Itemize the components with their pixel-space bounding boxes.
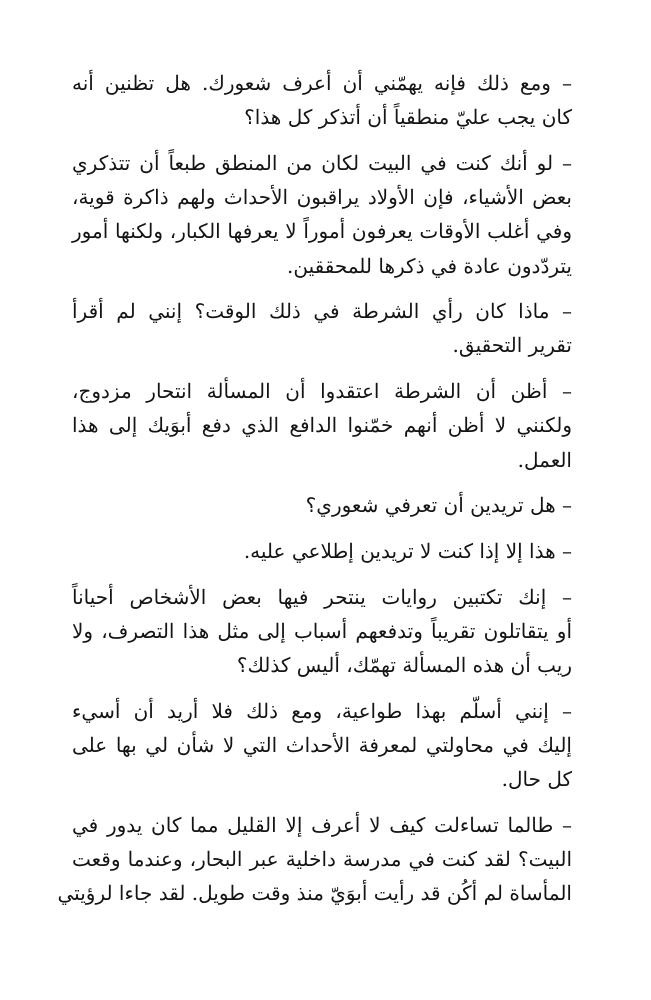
text-line: – ماذا كان رأي الشرطة في ذلك الوقت؟ إنني لم أقرأ xyxy=(72,299,572,324)
text-line: تقرير التحقيق. xyxy=(452,333,572,358)
dialogue-paragraph-8 xyxy=(72,694,586,797)
text-line: – طالما تساءلت كيف لا أعرف إلا القليل مما كان يدور في xyxy=(72,812,572,837)
dialogue-paragraph-2 xyxy=(72,146,586,283)
dialogue-paragraph-4 xyxy=(72,374,586,477)
dialogue-paragraph-1 xyxy=(72,66,586,134)
dialogue-paragraph-6 xyxy=(72,534,586,568)
dialogue-paragraph-7 xyxy=(72,580,586,683)
dialogue-paragraph-9 xyxy=(57,808,586,911)
text-line: – هذا إلا إذا كنت لا تريدين إطلاعي عليه. xyxy=(243,538,572,563)
text-line: أو يتقاتلون تقريباً وتدفعهم أسباب إلى مثل هذا التصرف، ولا xyxy=(72,618,572,643)
text-line: – أظن أن الشرطة اعتقدوا أن المسألة انتحار مزدوج، xyxy=(72,379,572,404)
text-line: – إنني أسلّم بهذا طواعية، ومع ذلك فلا أريد أن أسيء xyxy=(72,698,572,723)
text-line: إليك في محاولتي لمعرفة الأحداث التي لا شأن لي بها على xyxy=(72,732,572,757)
text-line: – إنك تكتبين روايات ينتحر فيها بعض الأشخاص أحياناً xyxy=(72,584,572,609)
text-line: العمل. xyxy=(517,447,572,472)
text-line: المأساة لم أكُن قد رأيت أبوَيّ منذ وقت طويل. لقد جاءا لرؤيتي xyxy=(57,881,572,906)
text-line: وفي أغلب الأوقات يعرفون أموراً لا يعرفها الكبار، ولكنها أمور xyxy=(72,219,572,244)
text-line: البيت؟ لقد كنت في مدرسة داخلية عبر البحار، وعندما وقعت xyxy=(72,847,572,872)
text-line: – ومع ذلك فإنه يهمّني أن أعرف شعورك. هل تظنين أنه xyxy=(72,71,572,95)
book-page-text xyxy=(57,66,586,922)
text-line: بعض الأشياء، فإن الأولاد يراقبون الأحداث ولهم ذاكرة قوية، xyxy=(72,185,572,210)
dialogue-paragraph-5 xyxy=(72,488,586,522)
text-line: – هل تريدين أن تعرفي شعوري؟ xyxy=(305,493,572,518)
text-line: كل حال. xyxy=(501,767,572,792)
dialogue-paragraph-3 xyxy=(72,294,586,362)
text-line: ريب أن هذه المسألة تهمّك، أليس كذلك؟ xyxy=(236,653,572,678)
text-line: ولكنني لا أظن أنهم خمّنوا الدافع الذي دفع أبوَيك إلى هذا xyxy=(72,413,572,438)
text-line: – لو أنك كنت في البيت لكان من المنطق طبعاً أن تتذكري xyxy=(72,150,572,175)
text-line: كان يجب عليّ منطقياً أن أتذكر كل هذا؟ xyxy=(244,105,572,130)
text-line: يتردّدون عادة في ذكرها للمحققين. xyxy=(286,253,572,278)
